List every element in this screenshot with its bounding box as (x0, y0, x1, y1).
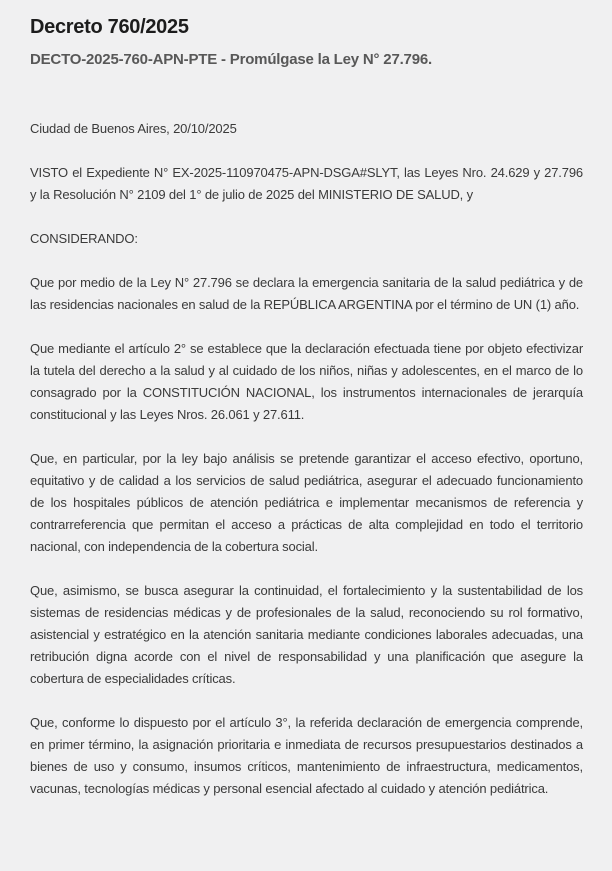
considerando-heading: CONSIDERANDO: (30, 231, 138, 246)
decree-subtitle: DECTO-2025-760-APN-PTE - Promúlgase la Ley N° 27.796. (30, 51, 432, 68)
visto-paragraph: VISTO el Expediente N° EX-2025-110970475-APN-DSGA#SLYT, las Leyes Nro. 24.629 y 27.796 y la Resolución N° 2109 del 1° de julio de 2025 del MINISTERIO DE SALUD, y (30, 165, 583, 202)
decree-body (30, 118, 583, 800)
place-date: Ciudad de Buenos Aires, 20/10/2025 (30, 121, 237, 136)
considerando-paragraph: Que, en particular, por la ley bajo análisis se pretende garantizar el acceso efectivo, oportuno, equitativo y de calidad a los servicios de salud pediátrica, asegurar el adecuado funcionamiento de los hospitales públicos de atención pediátrica e implementar mecanismos de referencia y contrarreferencia que permitan el acceso a prácticas de alta complejidad en todo el territorio nacional, con independencia de la cobertura social. (30, 451, 583, 554)
considerando-paragraph: Que, asimismo, se busca asegurar la continuidad, el fortalecimiento y la sustentabilidad de los sistemas de residencias médicas y de profesionales de la salud, reconociendo su rol formativo, asistencial y estratégico en la atención sanitaria mediante condiciones laborales adecuadas, una retribución digna acorde con el nivel de responsabilidad y una planificación que asegure la cobertura de especialidades críticas. (30, 583, 583, 686)
considerando-paragraph: Que por medio de la Ley N° 27.796 se declara la emergencia sanitaria de la salud pediátrica y de las residencias nacionales en salud de la REPÚBLICA ARGENTINA por el término de UN (1) año. (30, 275, 583, 312)
considerando-paragraph: Que mediante el artículo 2° se establece que la declaración efectuada tiene por objeto efectivizar la tutela del derecho a la salud y al cuidado de los niños, niñas y adolescentes, en el marco de lo consagrado por la CONSTITUCIÓN NACIONAL, los instrumentos internacionales de jerarquía constitucional y las Leyes Nros. 26.061 y 27.611. (30, 341, 583, 422)
page-title: Decreto 760/2025 (30, 16, 189, 38)
considerando-paragraph: Que, conforme lo dispuesto por el artículo 3°, la referida declaración de emergencia comprende, en primer término, la asignación prioritaria e inmediata de recursos presupuestarios destinados a bienes de uso y consumo, insumos críticos, mantenimiento de infraestructura, medicamentos, vacunas, tecnologías médicas y personal esencial afectado al cuidado y atención pediátrica. (30, 715, 583, 796)
